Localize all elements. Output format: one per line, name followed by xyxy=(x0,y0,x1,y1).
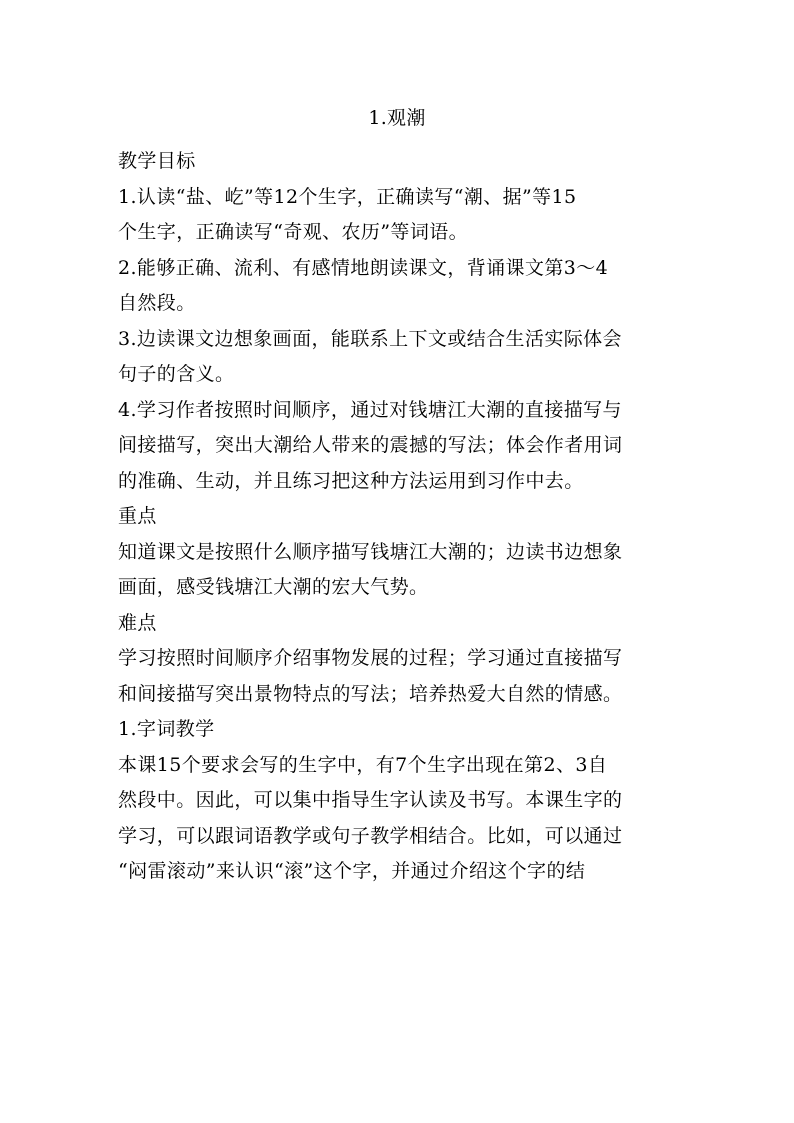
section-heading-objectives: 教学目标 xyxy=(118,150,196,172)
page-title: 1.观潮 xyxy=(368,107,426,129)
paragraph-line: 知道课文是按照什么顺序描写钱塘江大潮的；边读书边想象 xyxy=(118,540,623,563)
paragraph-line: 和间接描写突出景物特点的写法；培养热爱大自然的情感。 xyxy=(118,682,623,705)
paragraph-line: 本课15个要求会写的生字中，有7个生字出现在第2、3自 xyxy=(118,753,608,776)
paragraph-line: 然段中。因此，可以集中指导生字认读及书写。本课生字的 xyxy=(118,789,623,811)
paragraph-line: 个生字，正确读写“奇观、农历”等词语。 xyxy=(118,221,469,243)
paragraph-line: 4.学习作者按照时间顺序，通过对钱塘江大潮的直接描写与 xyxy=(118,398,622,421)
paragraph-line: 学习按照时间顺序介绍事物发展的过程；学习通过直接描写 xyxy=(118,647,623,669)
section-heading-key-points: 重点 xyxy=(118,505,157,527)
paragraph-line: 画面，感受钱塘江大潮的宏大气势。 xyxy=(118,576,429,598)
paragraph-line: 3.边读课文边想象画面，能联系上下文或结合生活实际体会 xyxy=(118,327,622,350)
paragraph-line: 1.认读“盐、屹”等12个生字，正确读写“潮、据”等15 xyxy=(118,185,577,208)
paragraph-line: 句子的含义。 xyxy=(118,363,235,385)
paragraph-line: “闷雷滚动”来认识“滚”这个字，并通过介绍这个字的结 xyxy=(118,860,586,882)
document-body xyxy=(118,144,688,890)
paragraph-line: 的准确、生动，并且练习把这种方法运用到习作中去。 xyxy=(118,469,584,492)
paragraph-line: 自然段。 xyxy=(118,292,196,314)
paragraph-line: 学习，可以跟词语教学或句子教学相结合。比如，可以通过 xyxy=(118,824,623,847)
paragraph-line: 2.能够正确、流利、有感情地朗读课文，背诵课文第3～4 xyxy=(118,256,609,279)
section-heading-difficulties: 难点 xyxy=(118,611,157,634)
section-heading-vocabulary-teaching: 1.字词教学 xyxy=(118,718,215,740)
paragraph-line: 间接描写，突出大潮给人带来的震撼的写法；体会作者用词 xyxy=(118,434,623,456)
